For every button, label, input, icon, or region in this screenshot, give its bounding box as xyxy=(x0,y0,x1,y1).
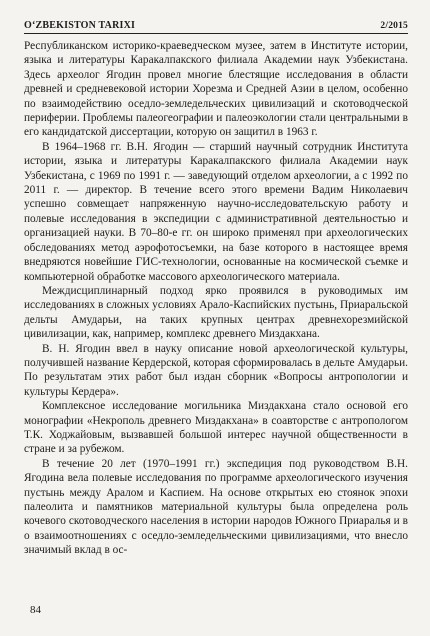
paragraph: Комплексное исследование могильника Миздакхана стало основой его монографии «Некрополь древнего Миздакхана» в соавторстве с антропологом Т.К. Ходжайовым, вызвавшей большой интерес научной общественности в стране и за рубежом. xyxy=(24,400,408,456)
running-header xyxy=(24,20,408,34)
paragraph: В. Н. Ягодин ввел в науку описание новой археологической культуры, получившей название Кердерской, которая сформировалась в дельте Амударьи. По результатам этих работ был издан сборник «Вопросы антропологии и культуры Кердера». xyxy=(24,342,408,398)
journal-title: O‘ZBEKISTON TARIXI xyxy=(24,20,136,31)
paragraph: В 1964–1968 гг. В.Н. Ягодин — старший научный сотрудник Института истории, языка и литературы Каракалпакского филиала Академии наук Узбекистана, с 1969 по 1991 г. — заведующий отделом археологии, а с 1992 по 2011 г. — директор. В течение всего этого времени Вадим Николаевич успешно совмещает напряженную научно-исследовательскую работу и полевые исследования в экспедиции с административной деятельностью и организацией науки. В 70–80-е гг. он широко применял при археологических обследованиях метод аэрофотосъемки, на базе которого в настоящее время внедряются новейшие ГИС-технологии, основанные на космической съемке и компьютерной обработке массового археологического материала. xyxy=(24,140,408,283)
paragraph: Междисциплинарный подход ярко проявился в руководимых им исследованиях в сложных условиях Арало-Каспийских пустынь, Приаральской дельты Амударьи, на таких крупных центрах древнехорезмийской цивилизации, как, например, комплекс древнего Миздакхана. xyxy=(24,284,408,341)
article-body xyxy=(24,39,408,558)
page-number: 84 xyxy=(30,604,41,616)
paragraph: В течение 20 лет (1970–1991 гг.) экспедиция под руководством В.Н. Ягодина вела полевые исследования по программе археологического изучения пустынь между Аралом и Каспием. На основе открытых ею стоянок эпохи палеолита и памятников материальной культуры была определена роль кочевого скотоводческого населения в истории народов Южного Приаралья и в о взаимоотношениях с оседло-земледельческими цивилизациями, что внесло значимый вклад в ос- xyxy=(24,457,408,557)
issue-number: 2/2015 xyxy=(380,21,408,31)
paragraph: Республиканском историко-краеведческом музее, затем в Институте истории, языка и литературы Каракалпакского филиала Академии наук Узбекистана. Здесь археолог Ягодин провел многие блестящие исследования в области древней и средневековой истории Хорезма и Средней Азии в целом, особенно по взаимодействию оседло-земледельческих цивилизаций и скотоводческой периферии. Проблемы палеогеографии и палеоэкологии стали центральными в его кандидатской диссертации, которую он защитил в 1963 г. xyxy=(24,40,408,139)
